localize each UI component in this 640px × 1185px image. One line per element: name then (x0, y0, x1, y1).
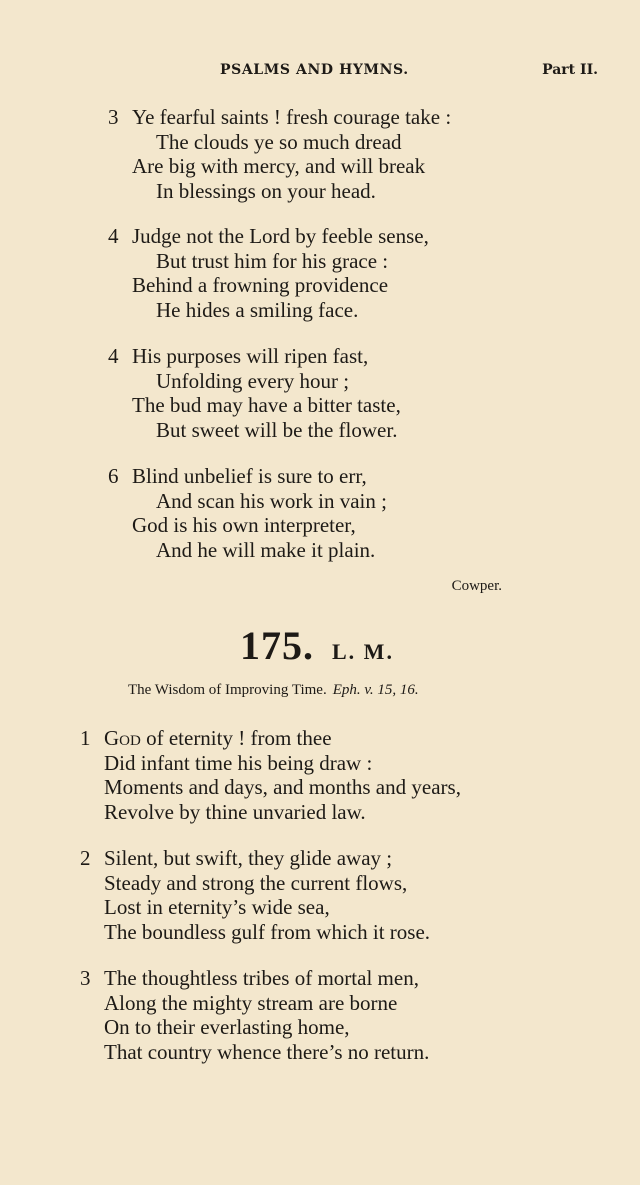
stanza-number: 3 (108, 105, 119, 129)
verse-line: And he will make it plain. (156, 537, 376, 562)
verse-line: The bud may have a bitter taste, (132, 393, 401, 417)
verse-line: Are big with mercy, and will break (132, 154, 426, 178)
verse-line: But trust him for his grace : (156, 248, 389, 273)
stanza (80, 966, 429, 1064)
verse-line: In blessings on your head. (156, 178, 376, 203)
stanza-number: 2 (80, 846, 91, 870)
verse-text: of eternity ! from thee (140, 726, 332, 750)
verse-line (108, 105, 451, 130)
verse-line: Did infant time his being draw : (104, 750, 373, 775)
stanza (108, 464, 387, 562)
stanza-number: 4 (108, 224, 119, 248)
verse-line (80, 726, 461, 751)
hymn-heading (240, 622, 394, 669)
stanza-number: 4 (108, 344, 119, 368)
verse-line: Unfolding every hour ; (156, 368, 350, 393)
verse-line (108, 344, 401, 369)
stanza (80, 726, 461, 824)
stanza (108, 224, 429, 322)
verse-line: Lost in eternity’s wide sea, (104, 895, 330, 919)
verse-line: Behind a frowning providence (132, 273, 389, 297)
verse-text: The thoughtless tribes of mortal men, (104, 966, 419, 990)
verse-line: Steady and strong the current flows, (104, 870, 408, 895)
verse-line: Moments and days, and months and years, (104, 775, 461, 799)
verse-line (108, 464, 387, 489)
verse-line: Along the mighty stream are borne (104, 990, 398, 1015)
first-word: God (104, 726, 141, 750)
header-title: PSALMS AND HYMNS. (220, 62, 409, 78)
hymn-number: 175. (240, 623, 314, 668)
verse-text: Silent, but swift, they glide away ; (104, 846, 393, 870)
verse-line (80, 966, 429, 991)
verse-line: And scan his work in vain ; (156, 488, 387, 513)
stanza (108, 105, 451, 203)
verse-line: The boundless gulf from which it rose. (104, 919, 431, 944)
verse-text: Judge not the Lord by feeble sense, (132, 224, 429, 248)
verse-line (80, 846, 430, 871)
header-part: Part II. (542, 62, 598, 78)
stanza (80, 846, 430, 944)
author-attribution: Cowper. (451, 578, 502, 594)
stanza-number: 1 (80, 726, 91, 750)
verse-line: God is his own interpreter, (132, 513, 356, 537)
verse-text: His purposes will ripen fast, (132, 344, 369, 368)
hymn-subtitle (128, 682, 419, 699)
verse-line: Revolve by thine unvaried law. (104, 799, 366, 824)
verse-text: Ye fearful saints ! fresh courage take : (132, 105, 452, 129)
verse-line: But sweet will be the flower. (156, 417, 398, 442)
verse-text: Blind unbelief is sure to err, (132, 464, 367, 488)
verse-line: On to their everlasting home, (104, 1015, 350, 1039)
subtitle-text: The Wisdom of Improving Time. (128, 682, 327, 698)
hymn-meter: L. M. (332, 639, 394, 664)
scripture-reference: Eph. v. 15, 16. (332, 682, 419, 698)
stanza (108, 344, 401, 442)
stanza-number: 6 (108, 464, 119, 488)
stanza-number: 3 (80, 966, 91, 990)
verse-line (108, 224, 429, 249)
running-header (0, 62, 640, 86)
verse-line: He hides a smiling face. (156, 297, 359, 322)
verse-line: The clouds ye so much dread (156, 129, 402, 154)
verse-line: That country whence there’s no return. (104, 1039, 430, 1064)
